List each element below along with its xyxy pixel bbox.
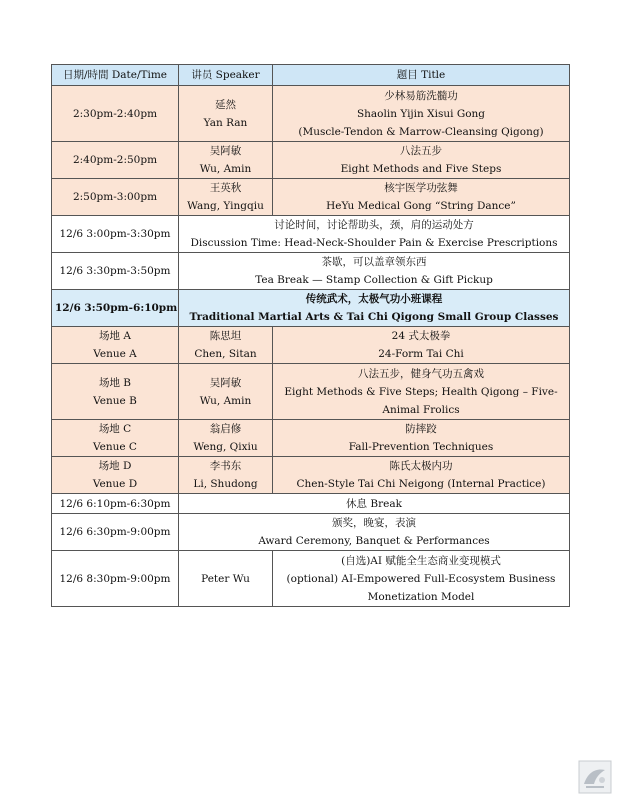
speaker-cell xyxy=(179,86,273,142)
venue-cell xyxy=(52,364,179,420)
title-zh: 少林易筋洗髓功 xyxy=(384,89,458,102)
speaker-cell xyxy=(179,420,273,457)
speaker-cell xyxy=(179,364,273,420)
table-row xyxy=(52,179,570,216)
title-cell xyxy=(273,86,570,142)
table-row xyxy=(52,290,570,327)
speaker-cell xyxy=(179,327,273,364)
title-cell xyxy=(273,551,570,607)
title-cell xyxy=(179,514,570,551)
speaker-zh: 陈思坦 xyxy=(209,330,242,342)
venue-cell xyxy=(52,420,179,457)
speaker-cell xyxy=(179,551,273,607)
time-cell: 2:40pm-2:50pm xyxy=(52,142,179,179)
speaker-zh: 延然 xyxy=(215,98,236,111)
title-en: Award Ceremony, Banquet & Performances xyxy=(258,535,490,547)
venue-zh: 场地 C xyxy=(98,423,132,435)
title-zh: (自选)AI 赋能全生态商业变现模式 xyxy=(341,554,501,567)
title-cell xyxy=(273,179,570,216)
title-zh: 颁奖，晚宴，表演 xyxy=(332,517,416,529)
speaker-zh: 吴阿敏 xyxy=(209,376,242,389)
title-en: Chen-Style Tai Chi Neigong (Internal Practice) xyxy=(296,478,546,490)
venue-en: Venue D xyxy=(92,478,138,490)
title-en: Fall-Prevention Techniques xyxy=(348,441,494,453)
table-row xyxy=(52,86,570,142)
title-en: Eight Methods & Five Steps; Health Qigong – Five-Animal Frolics xyxy=(284,385,558,416)
header-speaker: 讲员 Speaker xyxy=(179,65,273,86)
speaker-en: Li, Shudong xyxy=(193,478,258,490)
venue-zh: 场地 D xyxy=(98,460,132,472)
speaker-zh: 李书东 xyxy=(209,460,242,472)
table-row xyxy=(52,216,570,253)
title-zh: 八法五步，健身气功五禽戏 xyxy=(358,367,484,380)
time-cell: 12/6 3:00pm-3:30pm xyxy=(52,216,179,253)
table-row xyxy=(52,420,570,457)
table-row xyxy=(52,494,570,514)
time-cell: 12/6 3:50pm-6:10pm xyxy=(52,290,179,327)
venue-en: Venue B xyxy=(93,394,137,407)
speaker-en: Wang, Yingqiu xyxy=(187,200,264,212)
table-row xyxy=(52,551,570,607)
table-row xyxy=(52,253,570,290)
header-title: 题目 Title xyxy=(273,65,570,86)
venue-zh: 场地 B xyxy=(98,376,132,389)
speaker-zh: 吴阿敏 xyxy=(209,145,242,157)
title-zh: 茶歇，可以盖章领东西 xyxy=(321,256,427,268)
table-row xyxy=(52,327,570,364)
schedule-table xyxy=(51,64,570,607)
speaker-zh: 王英秋 xyxy=(209,182,242,194)
title-zh: 传统武术，太极气功小班课程 xyxy=(305,293,443,305)
title-cell xyxy=(273,364,570,420)
page-corner-logo-icon xyxy=(578,760,612,794)
speaker-en: Wu, Amin xyxy=(199,394,252,407)
time-cell: 2:50pm-3:00pm xyxy=(52,179,179,216)
table-row xyxy=(52,514,570,551)
speaker-cell xyxy=(179,457,273,494)
title-cell xyxy=(179,290,570,327)
speaker-zh: 翁启修 xyxy=(209,423,242,435)
speaker-en: Weng, Qixiu xyxy=(193,441,258,453)
title-cell xyxy=(273,420,570,457)
speaker-en: Yan Ran xyxy=(203,116,248,129)
title-en: (optional) AI-Empowered Full-Ecosystem Business Monetization Model xyxy=(286,572,556,603)
header-datetime: 日期/時間 Date/Time xyxy=(52,65,179,86)
speaker-en: Chen, Sitan xyxy=(194,348,257,360)
title-en: Shaolin Yijin Xisui Gong xyxy=(356,107,486,120)
time-cell: 12/6 6:30pm-9:00pm xyxy=(52,514,179,551)
table-row xyxy=(52,457,570,494)
venue-en: Venue A xyxy=(93,348,137,360)
title-cell xyxy=(179,253,570,290)
title-text: 休息 Break xyxy=(346,497,402,510)
title-en-sub: (Muscle-Tendon & Marrow-Cleansing Qigong) xyxy=(298,125,544,138)
speaker-cell xyxy=(179,179,273,216)
title-zh: 24 式太极拳 xyxy=(391,330,451,342)
title-cell xyxy=(273,142,570,179)
time-cell: 2:30pm-2:40pm xyxy=(52,86,179,142)
title-en: 24-Form Tai Chi xyxy=(378,348,464,360)
venue-zh: 场地 A xyxy=(99,330,131,342)
header-row xyxy=(52,65,570,86)
title-en: HeYu Medical Gong “String Dance” xyxy=(326,200,516,212)
title-zh: 讨论时间，讨论帮助头，颈，肩的运动处方 xyxy=(274,219,474,231)
venue-cell xyxy=(52,457,179,494)
title-zh: 核宇医学功弦舞 xyxy=(384,182,458,194)
table-row xyxy=(52,142,570,179)
time-cell: 12/6 3:30pm-3:50pm xyxy=(52,253,179,290)
table-row xyxy=(52,364,570,420)
title-zh: 八法五步 xyxy=(400,145,442,157)
speaker-en: Peter Wu xyxy=(201,572,250,585)
venue-cell xyxy=(52,327,179,364)
speaker-en: Wu, Amin xyxy=(199,163,252,175)
title-en: Traditional Martial Arts & Tai Chi Qigong Small Group Classes xyxy=(189,311,559,323)
time-cell: 12/6 8:30pm-9:00pm xyxy=(52,551,179,607)
speaker-cell xyxy=(179,142,273,179)
title-cell xyxy=(273,327,570,364)
title-en: Eight Methods and Five Steps xyxy=(340,163,502,175)
title-cell xyxy=(273,457,570,494)
title-zh: 防摔跤 xyxy=(405,423,437,435)
venue-en: Venue C xyxy=(93,441,137,453)
title-cell xyxy=(179,494,570,514)
title-en: Tea Break — Stamp Collection & Gift Pickup xyxy=(255,274,493,286)
time-cell: 12/6 6:10pm-6:30pm xyxy=(52,494,179,514)
title-zh: 陈氏太极内功 xyxy=(389,460,453,472)
title-en: Discussion Time: Head-Neck-Shoulder Pain & Exercise Prescriptions xyxy=(190,237,558,249)
title-cell xyxy=(179,216,570,253)
